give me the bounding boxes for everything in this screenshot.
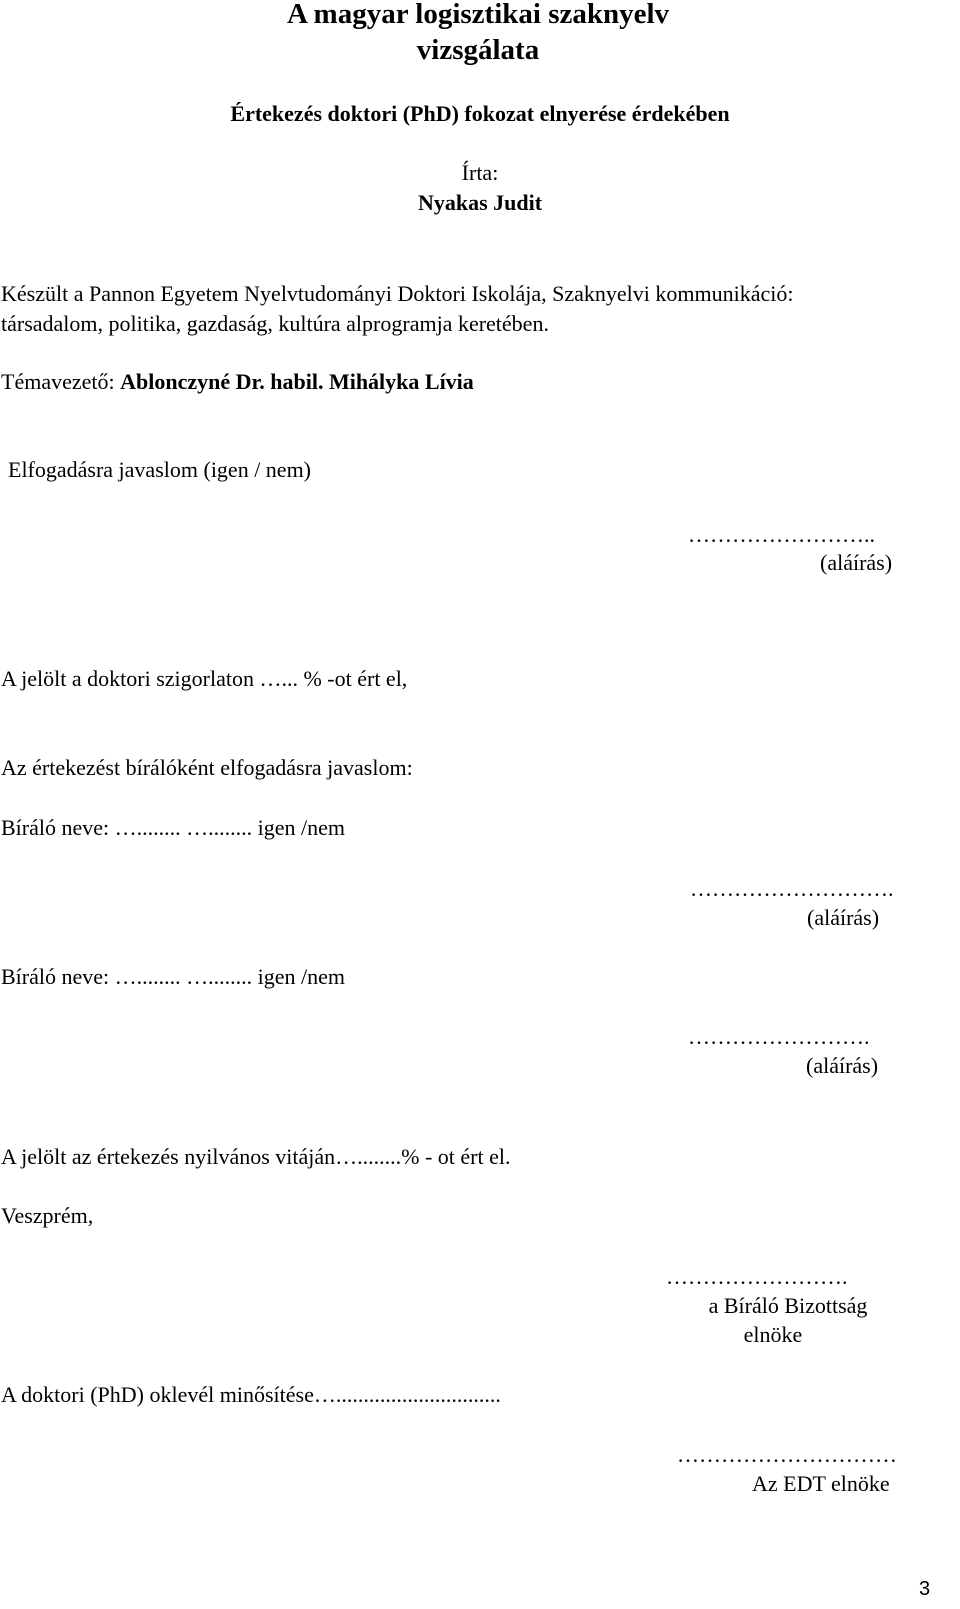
prepared-line-1: Készült a Pannon Egyetem Nyelvtudományi Doktori Iskolája, Szaknyelvi kommunikáció:	[1, 281, 794, 306]
signature-3-dots: …………………….	[688, 1024, 870, 1049]
signature-1-label: (aláírás)	[820, 550, 893, 575]
supervisor-line	[1, 369, 474, 395]
exam-result-line: A jelölt a doktori szigorlaton …... % -ot ért el,	[1, 666, 408, 691]
signature-2-dots: ……………………….	[690, 876, 894, 901]
debate-result-line: A jelölt az értekezés nyilvános vitáján…........% - ot ért el.	[1, 1144, 511, 1169]
place-text: Veszprém,	[1, 1203, 94, 1228]
title-line-2: vizsgálata	[416, 34, 540, 66]
page-number: 3	[919, 1578, 931, 1600]
reviewer-1-line: Bíráló neve: …........ …........ igen /nem	[1, 815, 345, 840]
signature-3-label: (aláírás)	[806, 1053, 879, 1078]
supervisor-label: Témavezető:	[1, 369, 121, 394]
accept-recommend-text: Elfogadásra javaslom (igen / nem)	[8, 457, 312, 482]
signature-1-dots: ……………………..	[688, 522, 875, 547]
author-name: Nyakas Judit	[417, 190, 543, 215]
signature-4-label-line-1: a Bíráló Bizottság	[708, 1293, 868, 1318]
prepared-line-2: társadalom, politika, gazdaság, kultúra alprogramja keretében.	[1, 311, 549, 336]
author-label: Írta:	[461, 160, 499, 185]
supervisor-name: Ablonczyné Dr. habil. Mihályka Lívia	[120, 369, 474, 394]
signature-5-dots: …………………………	[677, 1442, 897, 1467]
signature-2-label: (aláírás)	[807, 905, 880, 930]
qualification-line: A doktori (PhD) oklevél minősítése…..............................	[1, 1382, 501, 1407]
reviewer-2-line: Bíráló neve: …........ …........ igen /nem	[1, 964, 345, 989]
title-line-1: A magyar logisztikai szaknyelv	[286, 0, 670, 30]
reviewer-intro: Az értekezést bírálóként elfogadásra javaslom:	[1, 755, 413, 780]
subtitle: Értekezés doktori (PhD) fokozat elnyerése érdekében	[230, 101, 730, 126]
signature-4-label-line-2: elnöke	[743, 1322, 803, 1347]
signature-4-dots: …………………….	[666, 1264, 848, 1289]
signature-5-label: Az EDT elnöke	[752, 1471, 890, 1496]
